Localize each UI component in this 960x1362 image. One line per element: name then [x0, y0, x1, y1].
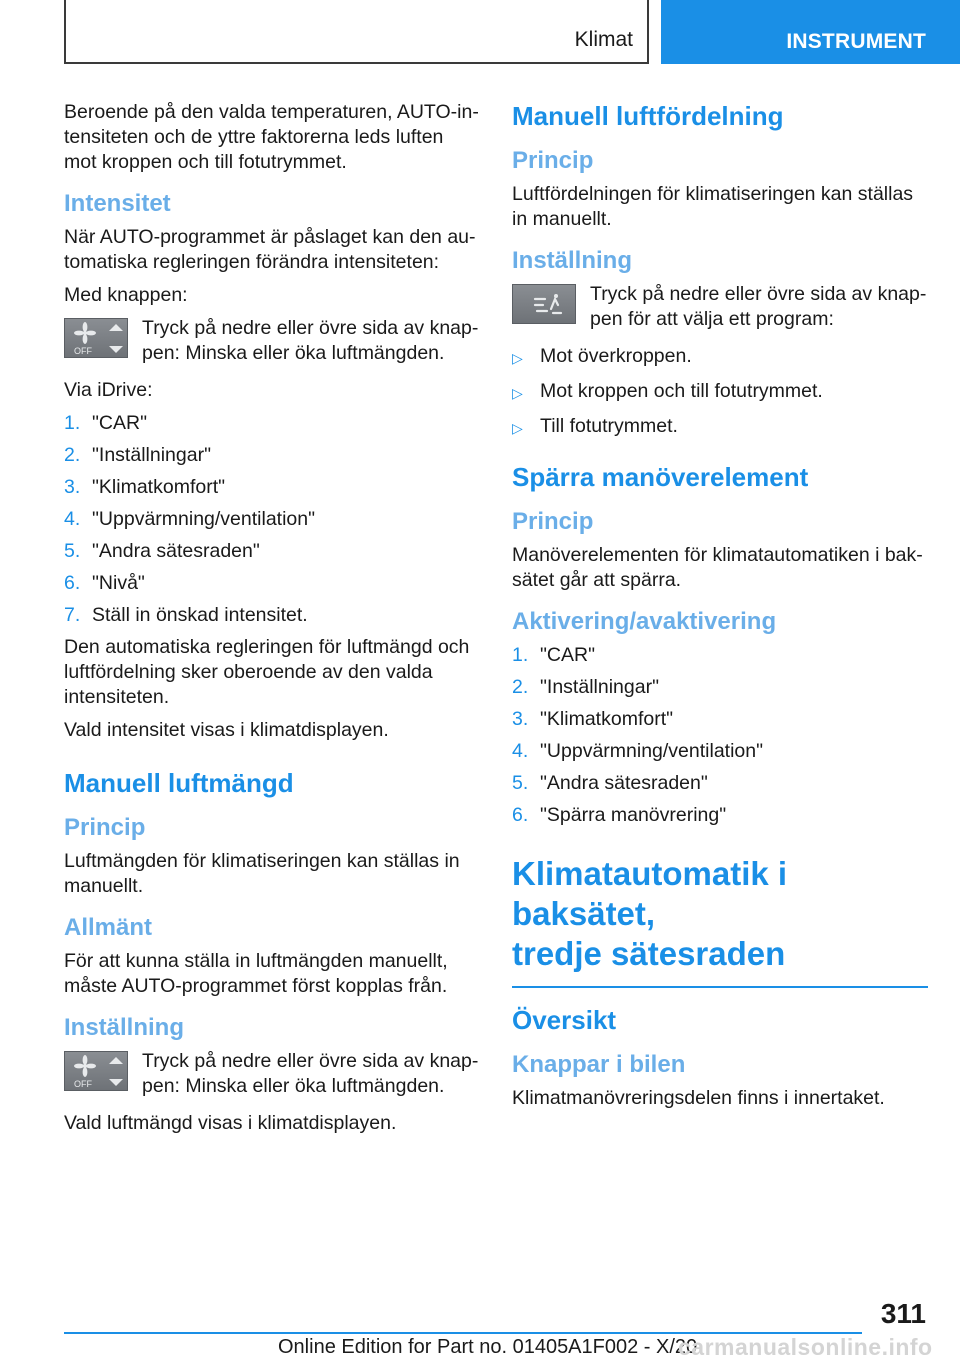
heading-klimatautomatik-line1: Klimatautomatik i baksätet,	[512, 855, 788, 932]
heading-manuell-luftmangd: Manuell luftmängd	[64, 768, 294, 798]
heading-allmant: Allmänt	[64, 914, 153, 941]
sparra-steps	[512, 643, 928, 828]
list-item: 4. "Uppvärmning/ventilation"	[512, 740, 764, 762]
fan-speed-button-icon	[64, 1051, 128, 1091]
heading-rule	[512, 986, 928, 988]
heading-princip: Princip	[512, 147, 594, 174]
footer-edition: Online Edition for Part no. 01405A1F002 - X/20	[278, 1336, 698, 1358]
fan-button-instruction: Tryck på nedre eller övre sida av knappen: Minska eller öka luftmängden.	[142, 317, 479, 364]
list-item: 5. "Andra sätesraden"	[512, 772, 708, 794]
airflow-button-instruction: Tryck på nedre eller övre sida av knappen för att välja ett program:	[590, 283, 927, 330]
list-item: 7. Ställ in önskad intensitet.	[64, 604, 308, 626]
list-item: 1. "CAR"	[64, 412, 148, 434]
page-number: 311	[880, 1298, 926, 1329]
luftfordelning-princip-text: Luftfördelningen för klimatiseringen kan ställas in manuellt.	[512, 183, 914, 230]
fan-speed-button-icon	[64, 318, 128, 358]
airflow-options	[512, 344, 928, 441]
svg-text:OFF: OFF	[74, 1079, 92, 1089]
intensitet-after-2: Vald intensitet visas i klimatdisplayen.	[64, 719, 389, 741]
svg-text:OFF: OFF	[74, 346, 92, 356]
list-item: 4. "Uppvärmning/ventilation"	[64, 508, 316, 530]
list-item: 1. "CAR"	[512, 644, 596, 666]
heading-aktivering: Aktivering/avaktivering	[512, 608, 777, 635]
allmant-text: För att kunna ställa in luftmängden manuellt, måste AUTO-programmet först kopplas från.	[64, 950, 448, 997]
fan-button-row	[64, 316, 480, 366]
air-distribution-button-icon	[512, 284, 576, 324]
heading-klimatautomatik-line2: tredje sätesraden	[512, 935, 786, 972]
knappar-text: Klimatmanövreringsdelen finns i innertaket.	[512, 1087, 885, 1109]
intensitet-steps	[64, 411, 480, 628]
princip-text: Luftmängden för klimatiseringen kan ställas in manuellt.	[64, 850, 460, 897]
fan-button-row-2	[64, 1049, 480, 1099]
sparra-princip-text: Manöverelementen för klimatautomatiken i baksätet går att spärra.	[512, 544, 923, 591]
list-item: 5. "Andra sätesraden"	[64, 540, 260, 562]
list-item: 2. "Inställningar"	[64, 444, 211, 466]
heading-manuell-luftfordelning: Manuell luftfördelning	[512, 101, 784, 131]
right-column	[512, 100, 928, 1119]
watermark: carmanualsonline.info	[678, 1334, 933, 1360]
intensitet-text: När AUTO-programmet är påslaget kan den automatiska regleringen förändra intensiteten:	[64, 226, 476, 273]
triangle-marker-icon: ▷	[512, 420, 523, 436]
with-button-label: Med knappen:	[64, 284, 188, 306]
list-item: 3. "Klimatkomfort"	[512, 708, 674, 730]
left-column	[64, 100, 480, 1144]
list-item: ▷ Mot överkroppen.	[512, 344, 928, 371]
list-item: 3. "Klimatkomfort"	[64, 476, 226, 498]
triangle-marker-icon: ▷	[512, 385, 523, 401]
list-item: 6. "Spärra manövrering"	[512, 804, 727, 826]
heading-oversikt: Översikt	[512, 1005, 617, 1035]
heading-intensitet: Intensitet	[64, 190, 171, 217]
header-chapter-box	[661, 0, 960, 64]
heading-princip: Princip	[512, 508, 594, 535]
triangle-marker-icon: ▷	[512, 350, 523, 366]
heading-sparra: Spärra manöverelement	[512, 462, 809, 492]
section-title: Klimat	[574, 28, 633, 51]
list-item: 6. "Nivå"	[64, 572, 145, 594]
airflow-button-row	[512, 282, 928, 332]
intensitet-after-1: Den automatiska regleringen för luftmängd och luftfördelning sker oberoende av den valda intensiteten.	[64, 636, 470, 708]
luftmangd-after: Vald luftmängd visas i klimatdisplayen.	[64, 1112, 397, 1134]
heading-installning: Inställning	[64, 1014, 184, 1041]
heading-knappar: Knappar i bilen	[512, 1051, 686, 1078]
list-item: 2. "Inställningar"	[512, 676, 659, 698]
intro-paragraph: Beroende på den valda temperaturen, AUTO-intensiteten och de yttre faktorerna leds luften mot kroppen och till fotutrymmet.	[64, 101, 479, 173]
chapter-title: INSTRUMENT	[786, 30, 926, 53]
via-idrive-label: Via iDrive:	[64, 379, 153, 401]
heading-installning: Inställning	[512, 247, 632, 274]
list-item: ▷ Mot kroppen och till fotutrymmet.	[512, 379, 928, 406]
fan-button-instruction-2: Tryck på nedre eller övre sida av knappen: Minska eller öka luftmängden.	[142, 1050, 479, 1097]
header-section-box	[64, 0, 649, 64]
list-item: ▷ Till fotutrymmet.	[512, 414, 928, 441]
heading-princip: Princip	[64, 814, 146, 841]
